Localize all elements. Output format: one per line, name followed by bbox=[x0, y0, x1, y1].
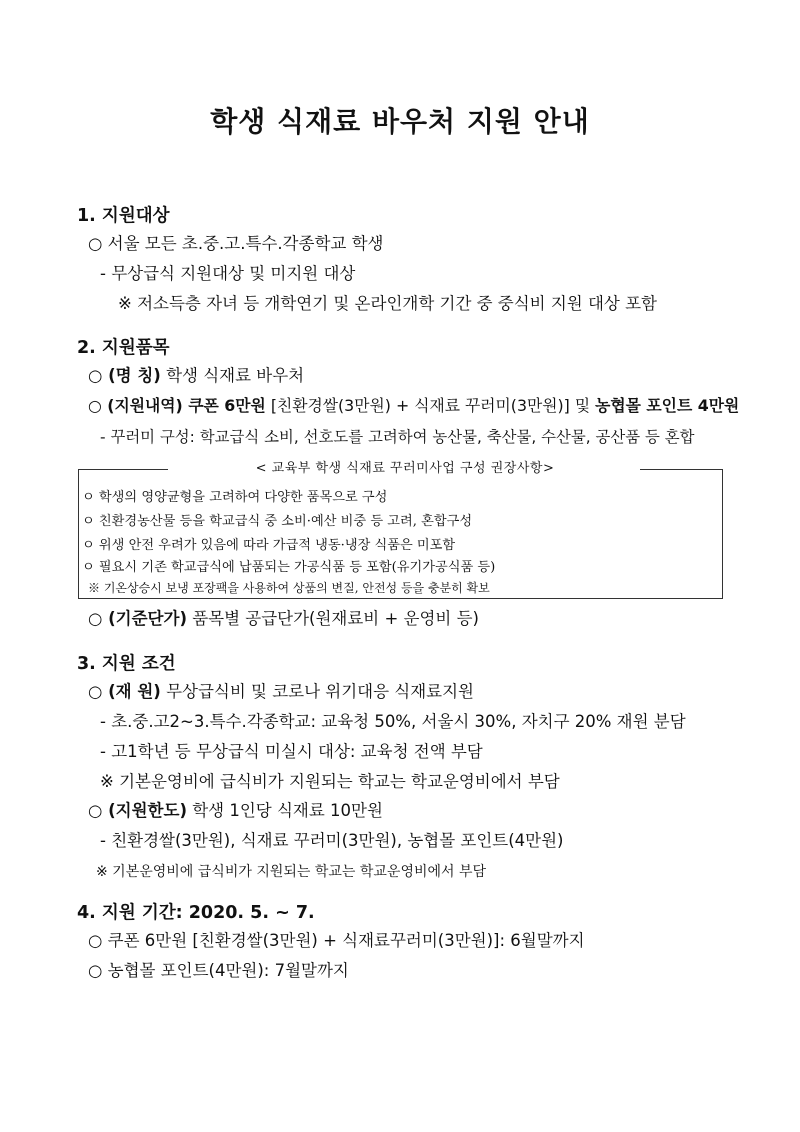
section-1-line-1: ○ 서울 모든 초.중.고.특수.각종학교 학생 bbox=[88, 234, 384, 253]
page-title: 학생 식재료 바우처 지원 안내 bbox=[210, 105, 590, 138]
section-1-heading: 1. 지원대상 bbox=[77, 206, 170, 226]
section-3-line-1-text: 무상급식비 및 코로나 위기대응 식재료지원 bbox=[160, 682, 474, 701]
section-3-line-5-label: ○ (지원한도) bbox=[88, 801, 187, 820]
section-2-line-4-label: ○ (기준단가) bbox=[88, 609, 187, 628]
box-item: ㅇ 필요시 기존 학교급식에 납품되는 가공식품 등 포함(유기가공식품 등) bbox=[82, 560, 496, 575]
section-2-line-2-mid: [친환경쌀(3만원) + 식재료 꾸러미(3만원)] 및 bbox=[265, 396, 596, 415]
section-4-line-2: ○ 농협몰 포인트(4만원): 7월말까지 bbox=[88, 961, 349, 980]
box-item: ㅇ 위생 안전 우려가 있음에 따라 가급적 냉동·냉장 식품은 미포함 bbox=[82, 538, 456, 553]
box-caption: < 교육부 학생 식재료 꾸러미사업 구성 권장사항> bbox=[255, 461, 555, 476]
section-3-line-3: - 고1학년 등 무상급식 미실시 대상: 교육청 전액 부담 bbox=[100, 742, 483, 761]
section-2-line-1 bbox=[88, 365, 304, 387]
section-2-line-2-label: ○ (지원내역) 쿠폰 6만원 bbox=[88, 396, 266, 415]
box-border-top-right bbox=[640, 469, 723, 470]
box-note: ※ 기온상승시 보냉 포장팩을 사용하여 상품의 변질, 안전성 등을 충분히 확보 bbox=[88, 581, 490, 595]
section-2-line-1-text: 학생 식재료 바우처 bbox=[160, 366, 305, 385]
section-3-line-2: - 초.중.고2~3.특수.각종학교: 교육청 50%, 서울시 30%, 자치구 20% 재원 분담 bbox=[100, 712, 686, 731]
section-3-heading: 3. 지원 조건 bbox=[77, 654, 176, 674]
section-1-line-3: ※ 저소득층 자녀 등 개학연기 및 온라인개학 기간 중 중식비 지원 대상 포함 bbox=[118, 294, 657, 313]
section-2-heading: 2. 지원품목 bbox=[77, 338, 170, 358]
section-3-line-5 bbox=[88, 800, 383, 822]
box-item: ㅇ 학생의 영양균형을 고려하여 다양한 품목으로 구성 bbox=[82, 490, 388, 505]
section-2-line-1-label: ○ (명 칭) bbox=[88, 366, 161, 385]
section-2-line-4 bbox=[88, 608, 479, 630]
box-item: ㅇ 친환경농산물 등을 학교급식 중 소비·예산 비중 등 고려, 혼합구성 bbox=[82, 514, 473, 529]
section-3-line-5-text: 학생 1인당 식재료 10만원 bbox=[186, 801, 383, 820]
section-3-line-7: ※ 기본운영비에 급식비가 지원되는 학교는 학교운영비에서 부담 bbox=[96, 864, 487, 880]
section-4-heading: 4. 지원 기간: 2020. 5. ~ 7. bbox=[77, 903, 315, 923]
section-2-line-3: - 꾸러미 구성: 학교급식 소비, 선호도를 고려하여 농산물, 축산물, 수산물, 공산품 등 혼합 bbox=[100, 428, 695, 446]
box-border-top-left bbox=[78, 469, 168, 470]
section-4-line-1: ○ 쿠폰 6만원 [친환경쌀(3만원) + 식재료꾸러미(3만원)]: 6월말까지 bbox=[88, 931, 585, 950]
section-3-line-4: ※ 기본운영비에 급식비가 지원되는 학교는 학교운영비에서 부담 bbox=[100, 772, 560, 791]
section-3-line-6: - 친환경쌀(3만원), 식재료 꾸러미(3만원), 농협몰 포인트(4만원) bbox=[100, 831, 564, 850]
section-1-line-2: - 무상급식 지원대상 및 미지원 대상 bbox=[100, 264, 356, 283]
section-2-line-4-text: 품목별 공급단가(원재료비 + 운영비 등) bbox=[186, 609, 479, 628]
section-2-line-2 bbox=[88, 395, 739, 417]
section-2-line-2-end: 농협몰 포인트 4만원 bbox=[595, 396, 740, 415]
section-3-line-1 bbox=[88, 681, 474, 703]
section-3-line-1-label: ○ (재 원) bbox=[88, 682, 161, 701]
